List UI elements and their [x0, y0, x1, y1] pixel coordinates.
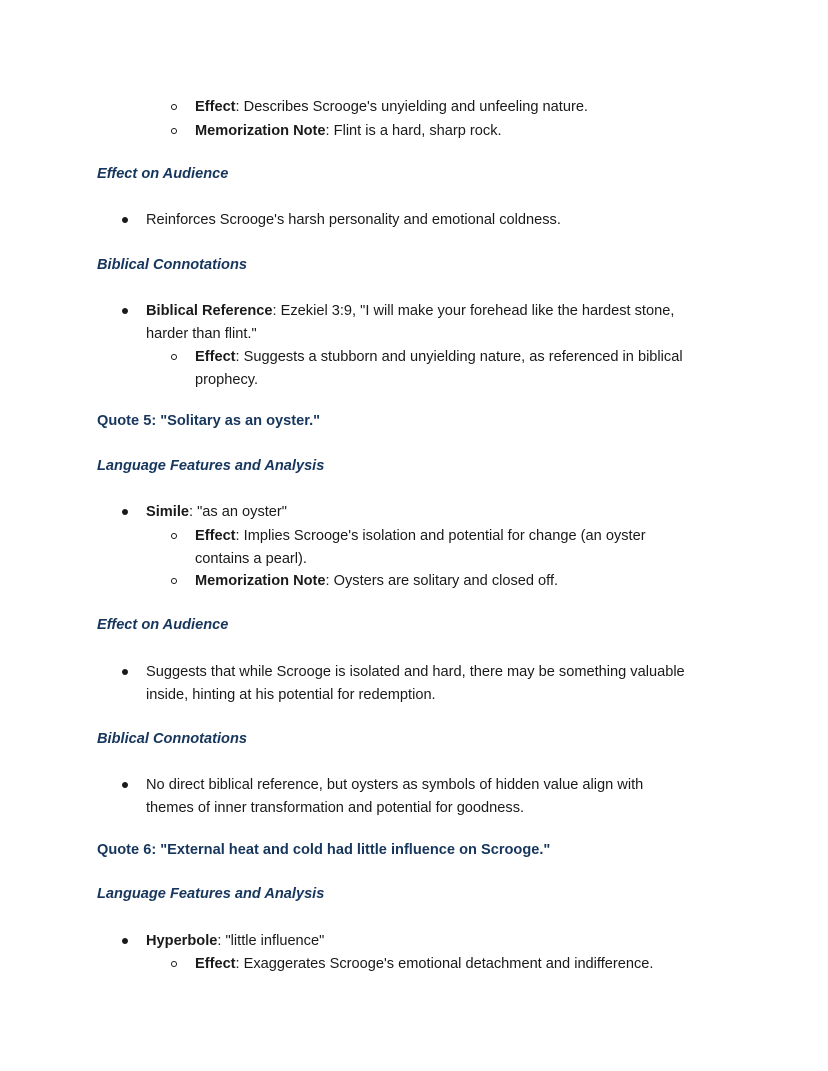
sub-bullet-icon [171, 578, 177, 584]
list-item: Memorization Note: Flint is a hard, sharp rock. [195, 123, 502, 139]
bullet-icon [122, 308, 128, 314]
section-heading: Effect on Audience [97, 166, 229, 182]
section-heading: Biblical Connotations [97, 257, 247, 273]
list-item: Reinforces Scrooge's harsh personality and emotional coldness. [146, 212, 561, 228]
list-item-continuation: contains a pearl). [195, 551, 307, 567]
bullet-icon [122, 509, 128, 515]
list-item: Simile: "as an oyster" [146, 504, 287, 520]
list-item: Effect: Exaggerates Scrooge's emotional detachment and indifference. [195, 956, 654, 972]
section-heading: Effect on Audience [97, 617, 229, 633]
sub-bullet-icon [171, 354, 177, 360]
section-heading: Language Features and Analysis [97, 458, 325, 474]
section-heading: Biblical Connotations [97, 731, 247, 747]
list-item-continuation: prophecy. [195, 372, 259, 388]
sub-bullet-icon [171, 128, 177, 134]
list-item-continuation: inside, hinting at his potential for redemption. [146, 687, 436, 703]
list-item: No direct biblical reference, but oysters as symbols of hidden value align with [146, 777, 644, 793]
list-item-continuation: harder than flint." [146, 326, 257, 342]
section-heading: Language Features and Analysis [97, 886, 325, 902]
bullet-icon [122, 217, 128, 223]
bullet-icon [122, 669, 128, 675]
list-item: Effect: Describes Scrooge's unyielding and unfeeling nature. [195, 99, 588, 115]
sub-bullet-icon [171, 961, 177, 967]
quote-heading: Quote 5: "Solitary as an oyster." [97, 413, 321, 429]
quote-heading: Quote 6: "External heat and cold had little influence on Scrooge." [97, 842, 551, 858]
bullet-icon [122, 782, 128, 788]
sub-bullet-icon [171, 533, 177, 539]
bullet-icon [122, 938, 128, 944]
sub-bullet-icon [171, 104, 177, 110]
list-item: Suggests that while Scrooge is isolated and hard, there may be something valuable [146, 664, 685, 680]
list-item: Effect: Implies Scrooge's isolation and potential for change (an oyster [195, 528, 646, 544]
list-item: Effect: Suggests a stubborn and unyielding nature, as referenced in biblical [195, 349, 683, 365]
list-item-continuation: themes of inner transformation and potential for goodness. [146, 800, 525, 816]
list-item: Hyperbole: "little influence" [146, 933, 325, 949]
list-item: Biblical Reference: Ezekiel 3:9, "I will make your forehead like the hardest stone, [146, 303, 675, 319]
list-item: Memorization Note: Oysters are solitary and closed off. [195, 573, 559, 589]
